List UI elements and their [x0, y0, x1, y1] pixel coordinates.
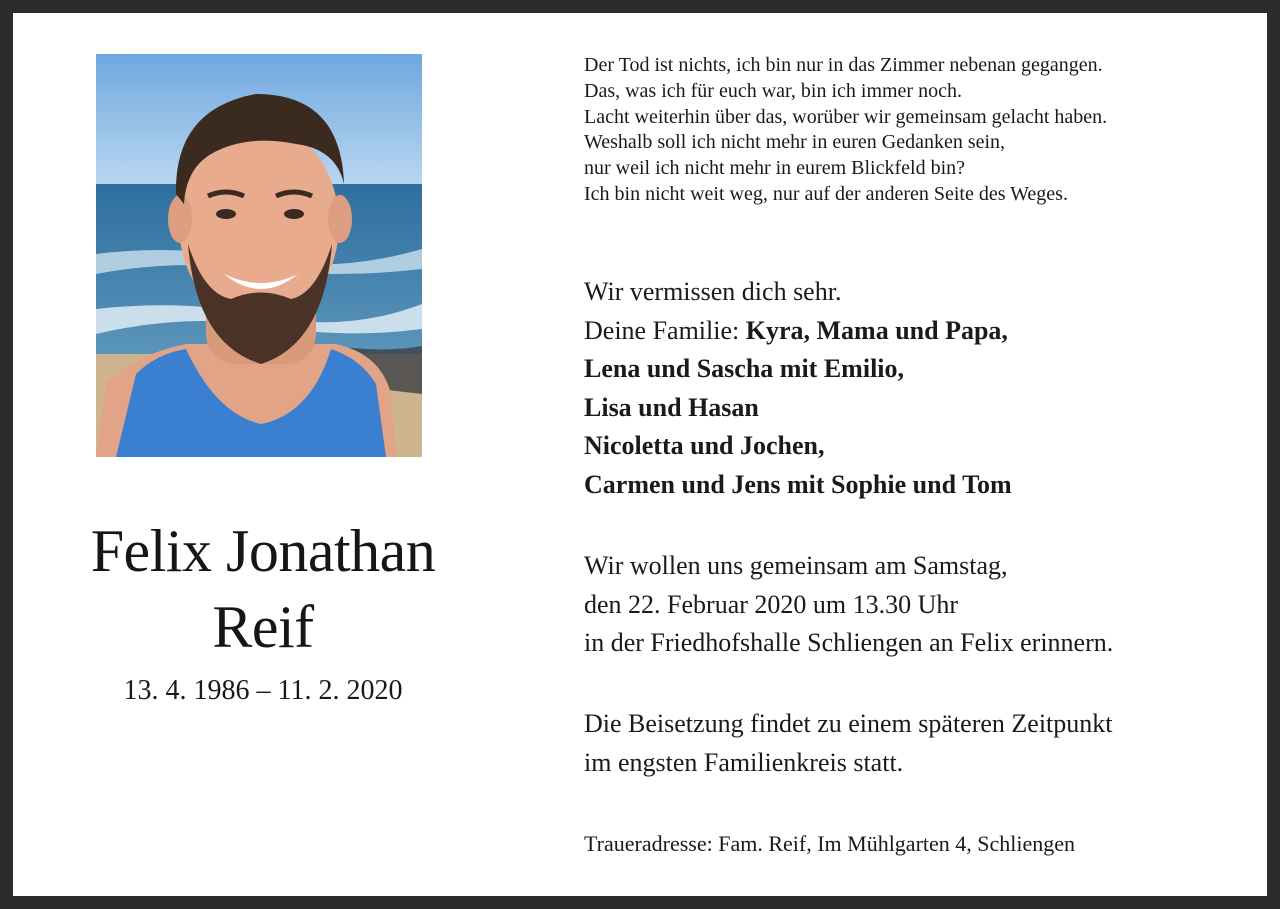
obituary-card [13, 13, 1267, 896]
burial-line: Die Beisetzung findet zu einem späteren Zeitpunkt [584, 709, 1113, 738]
family-intro: Wir vermissen dich sehr. [584, 277, 842, 306]
gathering-section [584, 547, 1113, 663]
family-prefix: Deine Familie: [584, 315, 746, 345]
family-line: Carmen und Jens mit Sophie und Tom [584, 469, 1012, 499]
family-section [584, 273, 1012, 504]
family-first-line [584, 312, 1012, 351]
poem-line: Weshalb soll ich nicht mehr in euren Gedanken sein, [584, 131, 1006, 154]
poem [584, 53, 1107, 208]
poem-line: Das, was ich für euch war, bin ich immer noch. [584, 79, 962, 102]
poem-line: Lacht weiterhin über das, worüber wir gemeinsam gelacht haben. [584, 105, 1108, 128]
mourning-address: Traueradresse: Fam. Reif, Im Mühlgarten 4, Schliengen [584, 831, 1076, 856]
family-members: Kyra, Mama und Papa, [745, 315, 1008, 345]
family-line: Nicoletta und Jochen, [584, 431, 825, 460]
burial-section [584, 705, 1113, 782]
deceased-name-first: Felix Jonathan [90, 518, 436, 584]
portrait-photo-icon [96, 54, 422, 457]
gathering-line: Wir wollen uns gemeinsam am Samstag, [584, 551, 1008, 580]
burial-line: im engsten Familienkreis statt. [584, 747, 904, 777]
deceased-name-last: Reif [212, 594, 314, 660]
gathering-line: den 22. Februar 2020 um 13.30 Uhr [584, 589, 959, 619]
poem-line: Ich bin nicht weit weg, nur auf der anderen Seite des Weges. [584, 182, 1068, 205]
family-line: Lisa und Hasan [584, 392, 759, 422]
gathering-line: in der Friedhofshalle Schliengen an Felix erinnern. [584, 628, 1114, 657]
life-dates: 13. 4. 1986 – 11. 2. 2020 [123, 675, 403, 706]
family-line: Lena und Sascha mit Emilio, [584, 354, 905, 383]
poem-line: nur weil ich nicht mehr in eurem Blickfeld bin? [584, 157, 965, 180]
poem-line: Der Tod ist nichts, ich bin nur in das Zimmer nebenan gegangen. [584, 54, 1103, 76]
